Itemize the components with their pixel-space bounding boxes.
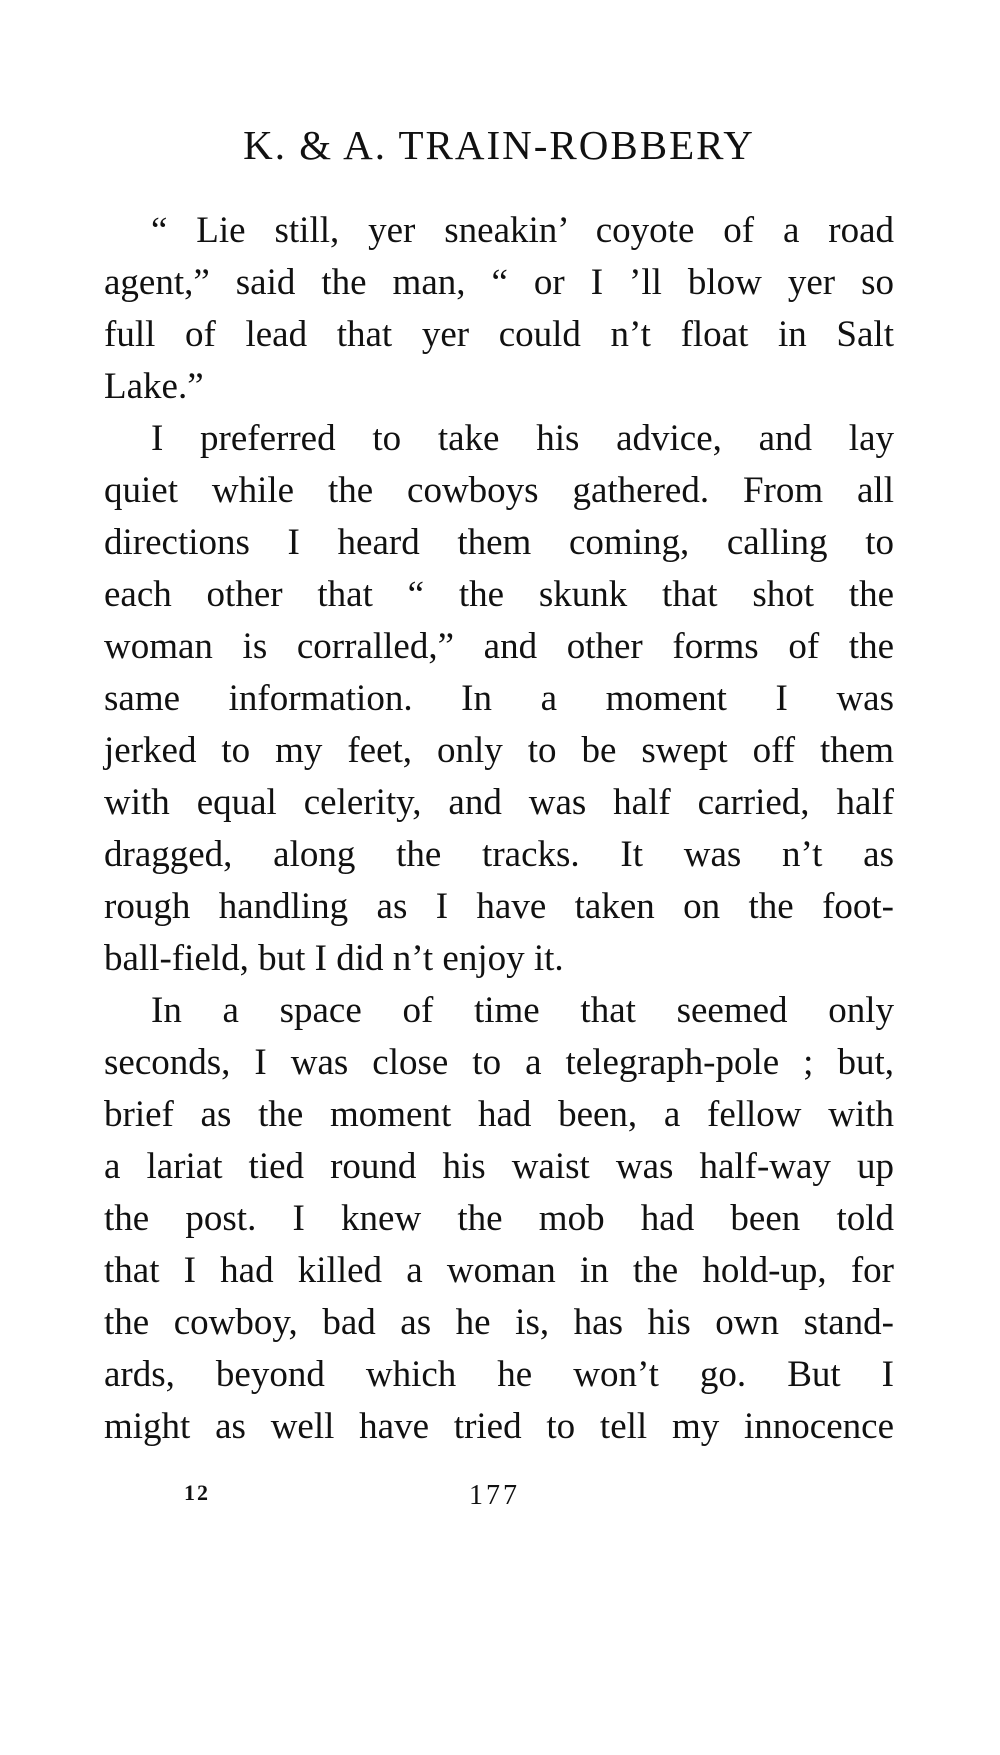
paragraph — [104, 985, 894, 1453]
running-head: K. & A. TRAIN-ROBBERY — [243, 122, 755, 168]
text-line: seconds, I was close to a telegraph-pole ; but, — [104, 1042, 894, 1083]
text-line: with equal celerity, and was half carried, half — [104, 782, 894, 823]
text-line: I preferred to take his advice, and lay — [151, 418, 894, 459]
signature-mark: 12 — [184, 1480, 210, 1505]
text-line: directions I heard them coming, calling to — [104, 522, 894, 563]
body-text — [104, 205, 894, 1453]
text-line: brief as the moment had been, a fellow with — [104, 1094, 894, 1135]
text-line: each other that “ the skunk that shot the — [104, 574, 894, 615]
page-number: 177 — [469, 1480, 520, 1511]
text-line: the cowboy, bad as he is, has his own stand- — [104, 1302, 894, 1343]
text-line: a lariat tied round his waist was half-way up — [104, 1146, 894, 1187]
text-line: “ Lie still, yer sneakin’ coyote of a road — [151, 210, 894, 251]
text-line: rough handling as I have taken on the foot- — [104, 886, 894, 927]
text-line: woman is corralled,” and other forms of the — [104, 626, 894, 667]
text-line: jerked to my feet, only to be swept off them — [104, 730, 894, 771]
paragraph — [104, 413, 894, 985]
text-line: ards, beyond which he won’t go. But I — [104, 1354, 894, 1395]
text-line: In a space of time that seemed only — [151, 990, 894, 1031]
paragraph — [104, 205, 894, 413]
text-line: ball-field, but I did n’t enjoy it. — [104, 938, 564, 979]
text-line: same information. In a moment I was — [104, 678, 894, 719]
text-line: Lake.” — [104, 366, 204, 407]
text-line: dragged, along the tracks. It was n’t as — [104, 834, 894, 875]
text-line: might as well have tried to tell my innocence — [104, 1406, 894, 1447]
text-line: that I had killed a woman in the hold-up, for — [104, 1250, 894, 1291]
text-line: quiet while the cowboys gathered. From all — [104, 470, 894, 511]
page-footer — [104, 1480, 894, 1520]
text-line: agent,” said the man, “ or I ’ll blow yer so — [104, 262, 894, 303]
text-line: full of lead that yer could n’t float in Salt — [104, 314, 894, 355]
text-line: the post. I knew the mob had been told — [104, 1198, 894, 1239]
